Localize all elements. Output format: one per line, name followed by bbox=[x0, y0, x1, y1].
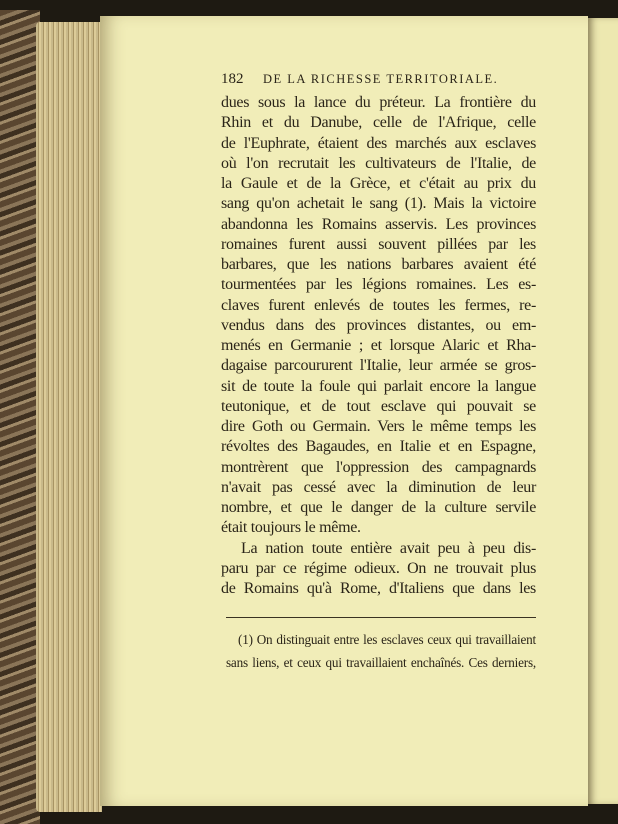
text-line: était toujours le même. bbox=[221, 519, 361, 537]
text-line: la Gaule et de la Grèce, et c'était au prix du bbox=[221, 175, 536, 192]
text-line: tourmentées par les légions romaines. Les es- bbox=[221, 276, 536, 294]
text-line: paru par ce régime odieux. On ne trouvait plus bbox=[221, 559, 536, 577]
text-line: teutonique, et de tout esclave qui pouvait se bbox=[221, 397, 536, 415]
text-line: claves furent enlevés de toutes les fermes, re- bbox=[221, 296, 536, 314]
page-number: 182 bbox=[221, 71, 244, 87]
text-line: menés en Germanie ; et lorsque Alaric et Rha- bbox=[221, 337, 536, 354]
running-title: DE LA RICHESSE TERRITORIALE. bbox=[263, 72, 499, 86]
footnote-rule bbox=[226, 617, 536, 618]
book-cover-marbled bbox=[0, 10, 40, 824]
text-line: barbares, que les nations barbares avaient été bbox=[221, 256, 536, 273]
text-line: abandonna les Romains asservis. Les provinces bbox=[221, 215, 536, 233]
text-line: de l'Euphrate, étaient des marchés aux esclaves bbox=[221, 134, 536, 152]
text-line: dire Goth ou Germain. Vers le même temps les bbox=[221, 418, 536, 435]
text-line: de Romains qu'à Rome, d'Italiens que dans les bbox=[221, 580, 536, 597]
running-header bbox=[221, 70, 536, 88]
page-edges bbox=[36, 22, 102, 812]
text-line: romaines furent aussi souvent pillées par les bbox=[221, 235, 536, 253]
text-line: La nation toute entière avait peu à peu dis- bbox=[241, 539, 536, 557]
footnotes bbox=[226, 628, 536, 674]
body-text bbox=[221, 93, 536, 599]
footnote-line: (1) On distinguait entre les esclaves ceux qui travaillaient bbox=[238, 632, 536, 647]
text-line: vendus dans des provinces distantes, ou em- bbox=[221, 316, 536, 334]
text-line: où l'on recrutait les cultivateurs de l'Italie, de bbox=[221, 154, 536, 172]
footnote-line: sans liens, et ceux qui travaillaient enchaînés. Ces derniers, bbox=[226, 655, 536, 670]
text-line: nombre, et que le danger de la culture servile bbox=[221, 499, 536, 516]
text-line: révoltes des Bagaudes, en Italie et en Espagne, bbox=[221, 438, 536, 456]
text-line: dagaise parcoururent l'Italie, leur armée se gros- bbox=[221, 357, 536, 375]
text-line: montrèrent que l'oppression des campagnards bbox=[221, 458, 536, 476]
text-line: Rhin et du Danube, celle de l'Afrique, celle bbox=[221, 114, 536, 132]
text-line: sit de toute la foule qui parlait encore la langue bbox=[221, 377, 536, 395]
text-line: n'avait pas cessé avec la diminution de leur bbox=[221, 478, 536, 496]
text-line: dues sous la lance du préteur. La frontière du bbox=[221, 94, 536, 111]
text-line: sang qu'on achetait le sang (1). Mais la victoire bbox=[221, 195, 536, 213]
facing-page-edge bbox=[588, 18, 618, 804]
